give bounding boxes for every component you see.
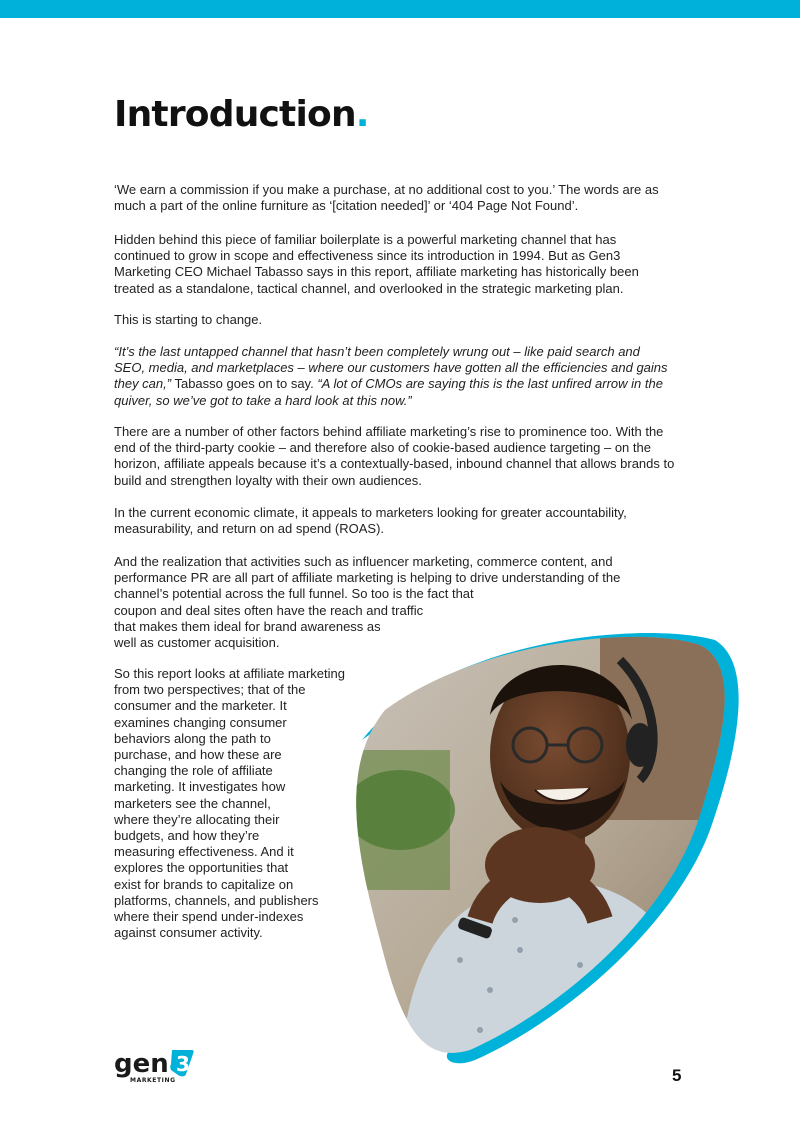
text-line: And the realization that activities such as influencer marketing, commerce content, and	[114, 554, 613, 569]
text-line: well as customer acquisition.	[114, 635, 280, 651]
text-line: continued to grow in scope and effectiveness since its introduction in 1994. But as Gen3	[114, 248, 621, 264]
quote-text: quiver, so we’ve got to take a hard look at this now.”	[114, 392, 412, 408]
text-line: There are a number of other factors behind affiliate marketing’s rise to prominence too. With the	[114, 424, 664, 439]
text-line: treated as a standalone, tactical channel, and overlooked in the strategic marketing plan.	[114, 280, 624, 296]
text-line: where they’re allocating their	[114, 811, 280, 827]
text-line: measurability, and return on ad spend (ROAS).	[114, 521, 385, 537]
page-title	[114, 94, 369, 135]
page-title-text: Introduction	[114, 94, 356, 135]
text-line: performance PR are all part of affiliate marketing is helping to drive understanding of the	[114, 570, 621, 586]
logo-subtext: MARKETING	[130, 1077, 176, 1084]
paragraph-8	[114, 666, 364, 941]
text-line: from two perspectives; that of the	[114, 682, 306, 698]
text-line: coupon and deal sites often have the reach and traffic	[114, 602, 424, 618]
page-title-dot: .	[355, 94, 369, 135]
text-line: Marketing CEO Michael Tabasso says in this report, affiliate marketing has historically been	[114, 264, 639, 280]
page-number: 5	[672, 1066, 682, 1085]
quote-text: “It’s the last untapped channel that hasn’t been completely wrung out – like paid search and	[114, 344, 640, 359]
text-line: marketing. It investigates how	[114, 779, 286, 795]
text-line: marketers see the channel,	[114, 795, 271, 811]
text-line: purchase, and how these are	[114, 747, 282, 763]
text-line: build and strengthen loyalty with their own audiences.	[114, 472, 422, 488]
text-line: changing the role of affiliate	[114, 763, 273, 779]
text-line: against consumer activity.	[114, 925, 263, 941]
quote-paragraph	[114, 344, 694, 409]
quote-text: “A lot of CMOs are saying this is the last unfired arrow in the	[317, 376, 663, 392]
text-line: In the current economic climate, it appeals to marketers looking for greater accountability,	[114, 505, 627, 520]
text-line: examines changing consumer	[114, 714, 287, 730]
text-line: consumer and the marketer. It	[114, 698, 287, 714]
text-line: measuring effectiveness. And it	[114, 844, 294, 860]
text-line: budgets, and how they’re	[114, 828, 260, 844]
text-line: that makes them ideal for brand awareness as	[114, 618, 381, 634]
text-line: horizon, affiliate appeals because it’s a contextually-based, inbound channel that allows brands to	[114, 456, 675, 472]
text-line: So this report looks at affiliate marketing	[114, 666, 345, 681]
text-line: platforms, channels, and publishers	[114, 892, 319, 908]
quote-text: they can,”	[114, 376, 172, 392]
text-line: Hidden behind this piece of familiar boilerplate is a powerful marketing channel that has	[114, 232, 617, 247]
paragraph-1	[114, 182, 694, 214]
text-line: channel’s potential across the full funnel. So too is the fact that	[114, 586, 474, 602]
text-line: This is starting to change.	[114, 312, 263, 327]
quote-text: SEO, media, and marketplaces – where our customers have gotten all the efficiencies and gains	[114, 360, 668, 376]
paragraph-3	[114, 312, 694, 328]
text-line: explores the opportunities that	[114, 860, 289, 876]
text-line: end of the third-party cookie – and therefore also of cookie-based audience targeting – on the	[114, 440, 651, 456]
logo-numeral: 3	[176, 1052, 190, 1076]
paragraph-5	[114, 424, 694, 489]
logo-wordmark: gen	[114, 1049, 169, 1079]
text-line: where their spend under-indexes	[114, 909, 304, 925]
text-line: much a part of the online furniture as ‘[citation needed]’ or ‘404 Page Not Found’.	[114, 198, 579, 214]
paragraph-6	[114, 505, 694, 537]
text-line: exist for brands to capitalize on	[114, 876, 294, 892]
photo-man-with-headset	[340, 620, 740, 1070]
top-accent-bar	[0, 0, 800, 18]
text-line: ‘We earn a commission if you make a purchase, at no additional cost to you.’ The words are as	[114, 182, 659, 197]
gen3-marketing-logo	[114, 1046, 204, 1086]
attribution-text: Tabasso goes on to say.	[171, 376, 318, 392]
text-line: behaviors along the path to	[114, 730, 271, 746]
paragraph-2	[114, 232, 694, 297]
